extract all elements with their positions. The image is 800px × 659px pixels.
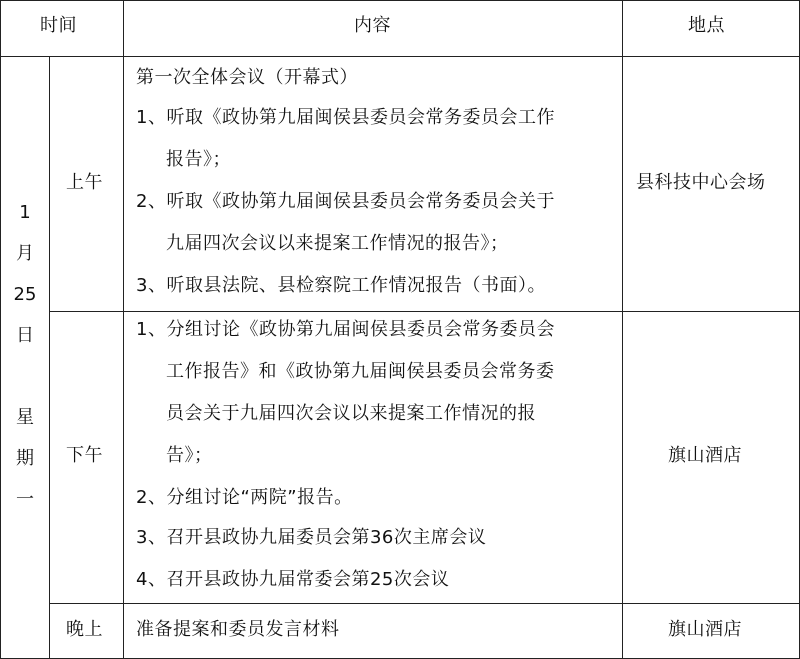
content-line: 3、召开县政协九届委员会第36次主席会议 [136,527,487,548]
date-char: 星 [16,407,34,428]
content-line: 报告》； [166,149,231,170]
content-line: 2、听取《政协第九届闽侯县委员会常务委员会关于 [136,191,555,212]
content-line: 1、分组讨论《政协第九届闽侯县委员会常务委员会 [136,319,555,340]
time-label-morning: 上午 [66,172,103,193]
header-place: 地点 [688,15,725,36]
content-line: 2、分组讨论“两院”报告。 [136,487,353,508]
date-char: 25 [13,284,37,305]
border-header-bottom [0,56,800,57]
date-char: 月 [16,243,34,264]
border-time-col [123,0,124,659]
date-char: 一 [16,489,34,510]
place-evening: 旗山酒店 [668,619,742,640]
place-afternoon: 旗山酒店 [668,445,742,466]
border-date-col [49,56,50,659]
place-morning: 县科技中心会场 [636,172,766,193]
border-afternoon-bottom [49,603,800,604]
content-line: 1、听取《政协第九届闽侯县委员会常务委员会工作 [136,107,555,128]
content-line: 工作报告》和《政协第九届闽侯县委员会常务委 [166,361,555,382]
content-line: 告》； [166,445,213,466]
content-line: 九届四次会议以来提案工作情况的报告》； [166,233,509,254]
content-line: 准备提案和委员发言材料 [136,619,340,640]
content-line: 3、听取县法院、县检察院工作情况报告（书面）。 [136,275,546,296]
content-line: 第一次全体会议（开幕式） [136,67,358,88]
header-time: 时间 [40,15,77,36]
content-line: 4、召开县政协九届常委会第25次会议 [136,569,450,590]
time-label-evening: 晚上 [66,619,103,640]
border-left [0,0,1,659]
time-label-afternoon: 下午 [66,445,103,466]
border-top [0,0,800,1]
border-content-col [622,0,623,659]
date-char: 期 [16,448,34,469]
header-content: 内容 [354,15,391,36]
date-char: 1 [19,202,31,223]
date-char: 日 [16,325,34,346]
border-morning-bottom [49,311,800,312]
content-line: 员会关于九届四次会议以来提案工作情况的报 [166,403,536,424]
